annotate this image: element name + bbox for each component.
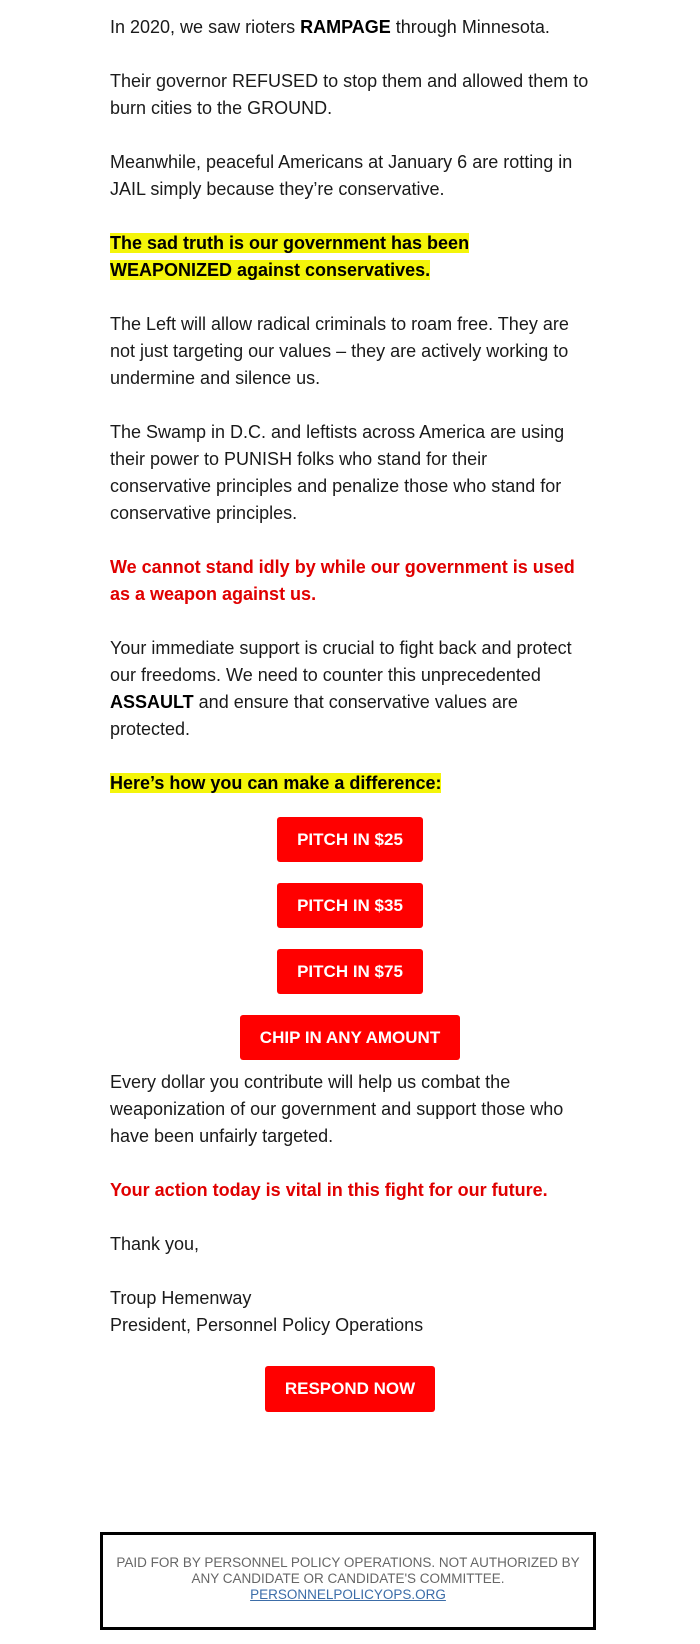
emphasis-rampage: RAMPAGE [300,17,391,37]
paragraph-rioters [110,14,590,41]
highlighted-text: The sad truth is our government has been WEAPONIZED against conservatives. [110,233,470,280]
paid-for-disclaimer: PAID FOR BY PERSONNEL POLICY OPERATIONS. NOT AUTHORIZED BY ANY CANDIDATE OR CANDIDATE'S COMMITTEE. [116,1555,580,1586]
text: Your immediate support is crucial to fight back and protect our freedoms. We need to counter this unprecedented [110,638,572,685]
paragraph-support [110,635,590,743]
highlighted-text: Here’s how you can make a difference: [110,773,442,793]
signature-name: Troup Hemenway [110,1288,252,1308]
emphasis-assault: ASSAULT [110,692,194,712]
paragraph-governor: Their governor REFUSED to stop them and allowed them to burn cities to the GROUND. [110,71,589,118]
red-callout-weapon: We cannot stand idly by while our government is used as a weapon against us. [110,557,575,604]
text: through Minnesota. [390,17,550,37]
chip-in-any-amount-button[interactable]: CHIP IN ANY AMOUNT [240,1015,460,1060]
text: and ensure that conservative values are protected. [110,692,518,739]
pitch-in-35-button[interactable]: PITCH IN $35 [277,883,423,928]
red-callout-action: Your action today is vital in this fight for our future. [110,1180,548,1200]
signature [110,1285,590,1339]
text: In 2020, we saw rioters [110,17,301,37]
paragraph-left: The Left will allow radical criminals to roam free. They are not just targeting our values – they are actively working to undermine and silence us. [110,314,569,388]
respond-section [110,1366,590,1433]
respond-now-button[interactable]: RESPOND NOW [265,1366,435,1412]
paragraph-every-dollar: Every dollar you contribute will help us combat the weaponization of our government and support those who have been unfairly targeted. [110,1072,564,1146]
paragraph-how-to-help [110,770,590,797]
footer-disclaimer-box [100,1532,596,1630]
closing: Thank you, [110,1234,200,1254]
signature-title: President, Personnel Policy Operations [110,1315,424,1335]
website-link[interactable]: PERSONNELPOLICYOPS.ORG [250,1587,446,1602]
donation-buttons [110,817,590,1081]
paragraph-swamp: The Swamp in D.C. and leftists across America are using their power to PUNISH folks who stand for their conservative principles and penalize those who stand for conservative principles. [110,422,565,523]
paragraph-weaponized [110,230,590,284]
paragraph-jan6: Meanwhile, peaceful Americans at January 6 are rotting in JAIL simply because they’re conservative. [110,152,573,199]
email-body [110,14,590,1433]
pitch-in-75-button[interactable]: PITCH IN $75 [277,949,423,994]
pitch-in-25-button[interactable]: PITCH IN $25 [277,817,423,862]
